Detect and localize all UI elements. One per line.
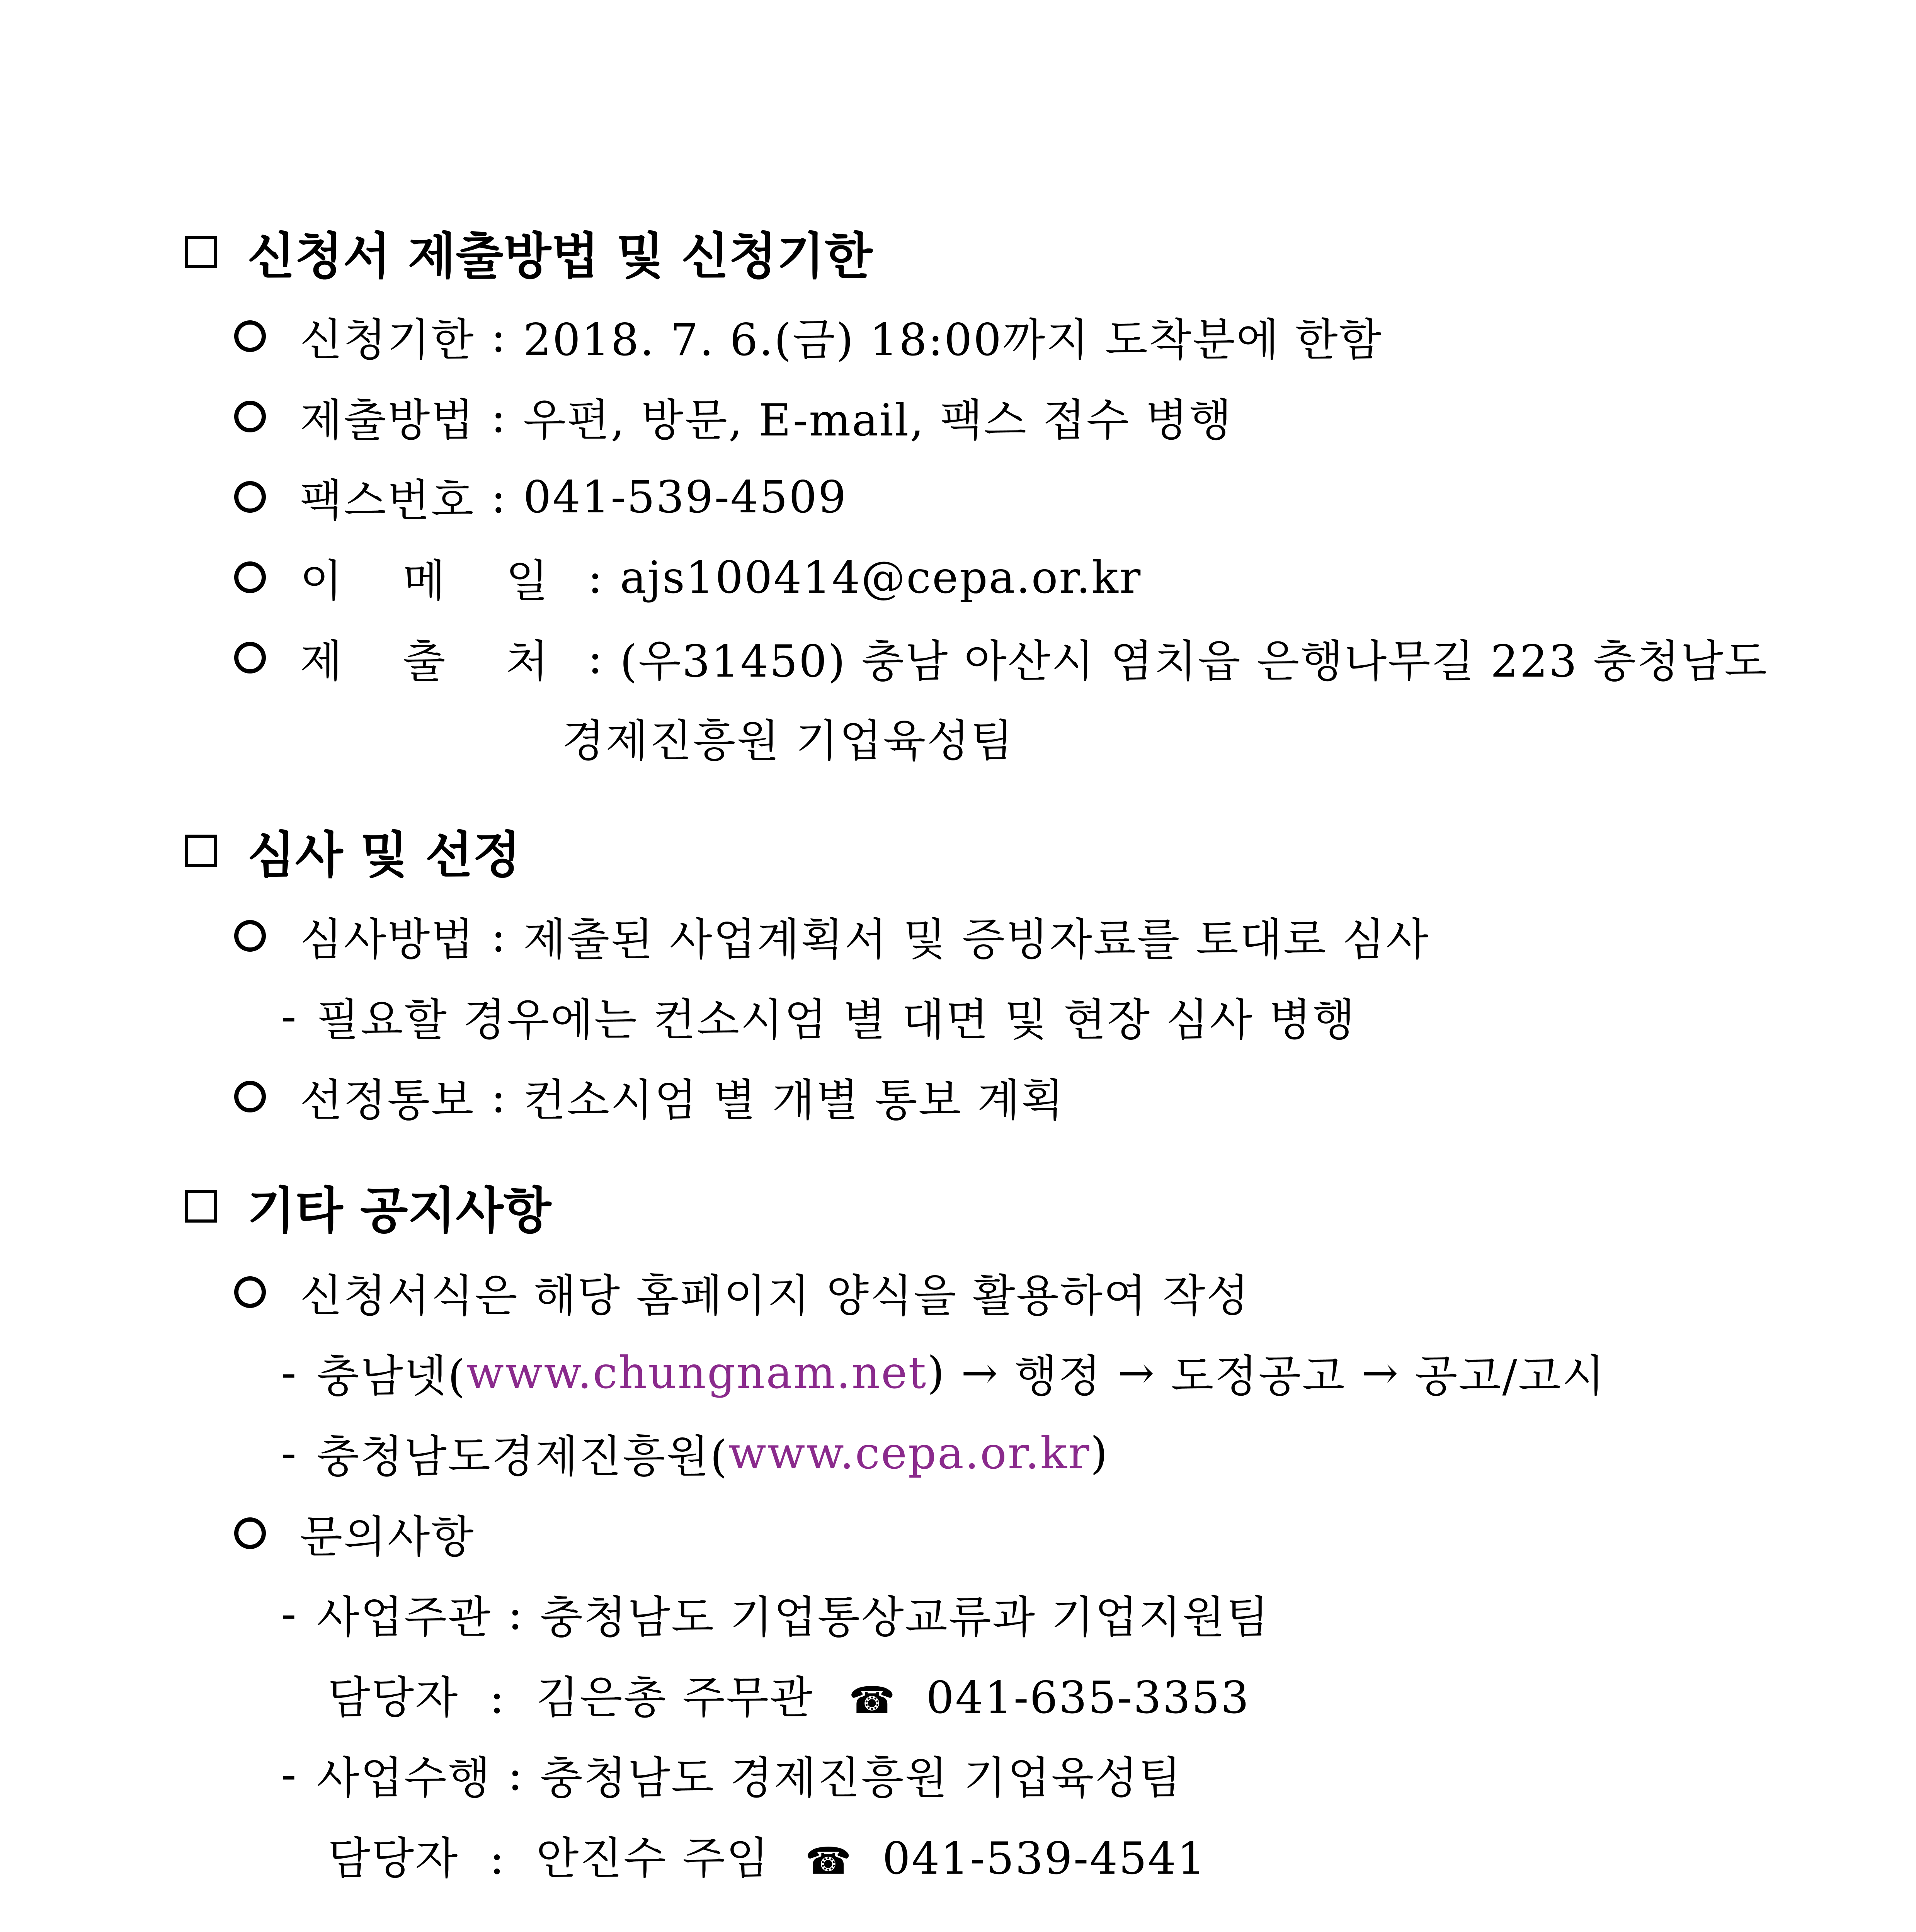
- contact-role-label: 사업수행: [316, 1752, 492, 1804]
- chungnam-link[interactable]: www.chungnam.net: [466, 1347, 927, 1398]
- item-value: 우편, 방문, E-mail, 팩스 접수 병행: [523, 395, 1233, 446]
- circle-outline-icon: [234, 320, 266, 352]
- contact-department: 충청남도 경제진흥원 기업육성팀: [540, 1752, 1183, 1804]
- square-outline-icon: [185, 236, 217, 268]
- item-text: 신청서식은 해당 홈페이지 양식을 활용하여 작성: [300, 1270, 1250, 1321]
- sub-item-text: 필요할 경우에는 컨소시엄 별 대면 및 현장 심사 병행: [316, 994, 1356, 1046]
- section-heading-application: [185, 216, 872, 287]
- section-title: 기타 공지사항: [247, 1182, 551, 1240]
- item-label: 제 출 처: [300, 636, 572, 687]
- section-title: 신청서 제출방법 및 신청기한: [247, 228, 873, 285]
- dash-marker: -: [281, 1748, 298, 1800]
- arrow-right-icon: →: [1117, 1347, 1156, 1398]
- dash-marker: -: [281, 1347, 298, 1398]
- circle-outline-icon: [234, 1517, 266, 1549]
- section-title-part: [247, 1927, 295, 1932]
- item-label: 제출방법: [300, 395, 475, 446]
- arrow-right-icon: →: [961, 1347, 999, 1398]
- path-step: 행정: [1014, 1350, 1102, 1402]
- sub-item: [281, 1743, 1183, 1806]
- site-name-close: ): [927, 1347, 946, 1398]
- circle-outline-icon: [234, 1276, 266, 1308]
- item-separator: :: [489, 1833, 506, 1884]
- section-heading-review: [185, 815, 521, 886]
- square-outline-icon: [185, 1190, 217, 1223]
- item-separator: :: [491, 910, 507, 962]
- item-value: 제출된 사업계획서 및 증빙자료를 토대로 심사: [523, 914, 1430, 965]
- circle-outline-icon: [234, 481, 266, 513]
- contact-phone: 041-539-4541: [882, 1833, 1206, 1884]
- contact-name: 안진수 주임: [536, 1833, 770, 1884]
- list-item: [234, 904, 1429, 968]
- square-outline-icon: [185, 835, 217, 867]
- path-step: 공고/고시: [1415, 1350, 1606, 1402]
- circle-outline-icon: [234, 1081, 266, 1112]
- dash-marker: -: [281, 990, 298, 1042]
- sub-item: [281, 985, 1356, 1048]
- item-separator: :: [491, 310, 507, 362]
- email-address: ajs100414@cepa.or.kr: [620, 551, 1142, 603]
- dash-marker: -: [281, 1427, 298, 1479]
- address-continuation: 경제진흥원 기업육성팀: [562, 715, 1014, 767]
- item-separator: :: [587, 632, 604, 684]
- list-item: [234, 465, 847, 529]
- telephone-icon: ☎: [849, 1679, 897, 1722]
- dash-marker: -: [281, 1588, 298, 1639]
- item-label: 심사방법: [300, 914, 475, 965]
- contact-person-line: [328, 1823, 1206, 1886]
- path-step: 도정공고: [1171, 1350, 1346, 1402]
- telephone-icon: ☎: [805, 1839, 853, 1883]
- section-title-part: [411, 1927, 459, 1932]
- site-name: 충남넷(: [316, 1350, 466, 1402]
- list-item: [234, 1502, 475, 1565]
- circle-outline-icon: [234, 561, 266, 593]
- fax-number: 041-539-4509: [523, 471, 847, 523]
- contact-label: 담당자: [328, 1833, 459, 1884]
- item-label: 선정통보: [300, 1075, 475, 1126]
- item-value: 컨소시엄 별 개별 통보 계획: [523, 1075, 1065, 1126]
- item-label: 팩스번호: [300, 475, 475, 526]
- item-separator: :: [491, 1071, 507, 1122]
- list-item: [234, 546, 1142, 609]
- item-separator: :: [491, 391, 507, 442]
- cepa-link[interactable]: www.cepa.or.kr: [728, 1427, 1091, 1479]
- list-item: [234, 304, 1383, 368]
- sub-item: [281, 1341, 1606, 1404]
- item-value: 2018. 7. 6.(금) 18:00까지 도착분에 한함: [523, 314, 1383, 366]
- circle-outline-icon: [234, 401, 266, 432]
- item-separator: :: [491, 471, 507, 523]
- item-separator: :: [508, 1748, 524, 1800]
- item-text: 문의사항: [300, 1511, 475, 1563]
- arrow-right-icon: →: [1361, 1347, 1400, 1398]
- contact-name: 김은총 주무관: [536, 1672, 814, 1723]
- submission-address: (우31450) 충남 아산시 염치읍 은행나무길 223 충청남도: [620, 636, 1768, 687]
- contact-department: 충청남도 기업통상교류과 기업지원팀: [540, 1592, 1270, 1643]
- item-separator: :: [587, 551, 604, 603]
- contact-person-line: [328, 1662, 1250, 1726]
- list-item: [234, 626, 1768, 689]
- item-separator: :: [508, 1588, 524, 1639]
- section-heading-notices: [185, 1171, 551, 1242]
- contact-role-label: 사업주관: [316, 1592, 492, 1643]
- contact-label: 담당자: [328, 1672, 459, 1723]
- sub-item: [281, 1582, 1270, 1645]
- item-label: 신청기한: [300, 314, 475, 366]
- item-label: 이 메 일: [300, 555, 572, 607]
- site-name-close: ): [1090, 1427, 1109, 1479]
- circle-outline-icon: [234, 920, 266, 952]
- list-item: [234, 385, 1233, 448]
- section-title: 심사 및 선정: [247, 827, 521, 884]
- section-heading-attachment: [185, 1927, 459, 1932]
- circle-outline-icon: [234, 642, 266, 673]
- list-item: [234, 1260, 1250, 1324]
- list-item: [234, 1065, 1065, 1128]
- item-separator: :: [489, 1672, 506, 1723]
- site-name: 충청남도경제진흥원(: [316, 1431, 729, 1482]
- contact-phone: 041-635-3353: [926, 1672, 1250, 1723]
- sub-item: [281, 1421, 1109, 1485]
